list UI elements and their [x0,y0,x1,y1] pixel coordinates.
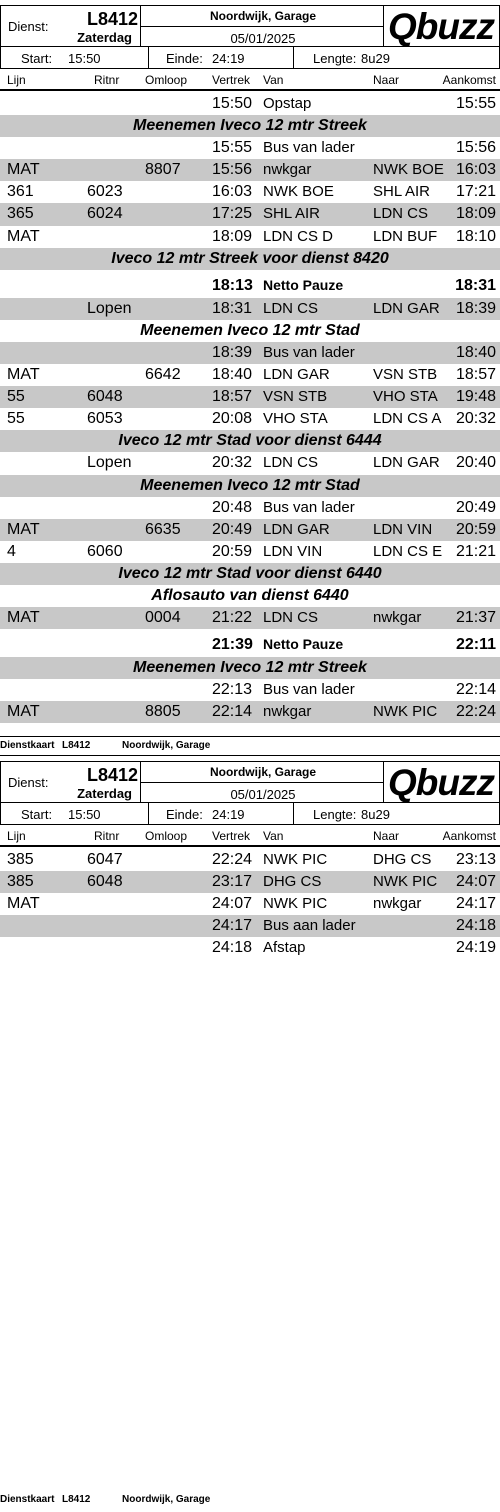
table-row [0,364,500,386]
cell-naar: LDN BUF [373,227,438,245]
footer-label: Dienstkaart [0,1494,55,1505]
cell-omloop: 6635 [145,520,181,538]
cell-van: NWK PIC [263,851,328,868]
logo-box [384,761,500,803]
cell-lijn: MAT [7,161,40,179]
logo-box [384,5,500,47]
footer-code: L8412 [62,740,91,751]
cell-van: Bus van lader [263,343,355,361]
cell-van: VHO STA [263,410,328,428]
table-row [0,159,500,181]
location: Noordwijk, Garage [209,9,317,23]
date: 05/01/2025 [230,31,296,46]
cell-aankomst: 18:10 [455,227,496,245]
section-title-row [0,320,500,342]
start-label: Start: [21,807,53,822]
col-vertrek: Vertrek [212,829,251,843]
pause-row [0,629,500,657]
qbuzz-logo: Qbuzz [388,762,494,803]
table-row [0,342,500,364]
cell-ritnr: 6024 [87,205,123,223]
cell-lijn: 385 [7,873,34,891]
cell-vertrek: 24:07 [212,895,253,913]
dienst-label: Dienst: [8,775,49,790]
cell-vertrek: 18:39 [212,343,253,361]
cell-naar: nwkgar [373,895,422,913]
cell-aankomst: 24:19 [455,939,496,957]
cell-vertrek: 18:57 [212,388,253,406]
cell-vertrek: 20:32 [212,454,253,472]
location: Noordwijk, Garage [209,765,317,779]
cell-van: LDN GAR [263,366,330,384]
cell-vertrek: 15:56 [212,161,253,179]
cell-ritnr: 6053 [87,410,123,428]
cell-lijn: MAT [7,227,40,245]
cell-van: Netto Pauze [263,276,344,293]
section-title-row [0,430,500,452]
cell-vertrek: 15:50 [212,95,253,112]
cell-naar: NWK BOE [373,161,444,179]
cell-van: VSN STB [263,388,328,406]
cell-vertrek: 16:03 [212,183,253,201]
cell-ritnr: 6023 [87,183,123,201]
dienst-code: L8412 [86,765,138,785]
table-row [0,408,500,430]
table-row [0,871,500,893]
start-end-bar [0,803,500,825]
cell-lijn: 55 [7,410,25,428]
section-title-row [0,585,500,607]
dienst-code: L8412 [86,9,138,29]
dienst-day: Zaterdag [77,30,132,45]
table-row [0,607,500,629]
col-lijn: Lijn [7,829,26,843]
table-row [0,679,500,701]
cell-van: LDN CS [263,609,319,627]
cell-naar: LDN VIN [373,520,433,538]
end-value: 24:19 [212,51,245,66]
table-row [0,386,500,408]
footer-label: Dienstkaart [0,740,55,751]
pause-row [0,270,500,298]
schedule-rows [0,849,500,959]
cell-aankomst: 23:13 [455,851,496,868]
cell-naar: LDN CS [373,205,429,223]
cell-naar: LDN GAR [373,454,440,472]
cell-vertrek: 20:59 [212,542,253,560]
cell-aankomst: 18:39 [455,299,496,317]
table-row [0,497,500,519]
col-vertrek: Vertrek [212,73,251,87]
cell-naar: LDN CS E [373,542,443,560]
footer-location: Noordwijk, Garage [122,1494,211,1505]
cell-aankomst: 21:37 [455,609,496,627]
cell-van: LDN CS D [263,227,334,245]
cell-van: Bus van lader [263,139,355,157]
section-title-row [0,115,500,137]
cell-omloop: 8805 [145,703,181,721]
start-end-bar [0,47,500,69]
col-ritnr: Ritnr [94,829,120,843]
cell-lijn: 365 [7,205,34,223]
cell-aankomst: 22:14 [455,681,496,699]
table-row [0,519,500,541]
table-row [0,541,500,563]
dienst-label: Dienst: [8,19,49,34]
col-ritnr: Ritnr [94,73,120,87]
cell-vertrek: 18:09 [212,227,253,245]
cell-vertrek: 20:48 [212,498,253,516]
qbuzz-logo: Qbuzz [388,6,494,47]
cell-lijn: MAT [7,895,40,913]
cell-aankomst: 18:31 [455,276,496,294]
cell-vertrek: 15:55 [212,139,253,157]
dienst-box [0,761,140,803]
section-title-row [0,563,500,585]
col-naar: Naar [373,829,400,843]
cell-van: LDN VIN [263,542,323,560]
col-van: Van [263,829,284,843]
cell-van: SHL AIR [263,205,320,223]
cell-aankomst: 20:49 [455,498,496,516]
cell-vertrek: 22:24 [212,851,253,868]
cell-lijn: MAT [7,520,40,538]
cell-aankomst: 17:21 [455,183,496,201]
length-value: 8u29 [361,51,390,66]
cell-aankomst: 22:24 [455,703,496,721]
section-title-row [0,248,500,270]
cell-van: Afstap [263,939,306,957]
cell-vertrek: 20:08 [212,410,253,428]
cell-van: LDN GAR [263,520,330,538]
table-row [0,93,500,115]
table-row [0,701,500,723]
cell-ritnr: 6048 [87,388,123,406]
section-title: Iveco 12 mtr Stad voor dienst 6444 [118,432,382,450]
cell-aankomst: 18:40 [455,343,496,361]
cell-vertrek: 18:31 [212,299,253,317]
start-value: 15:50 [68,51,101,66]
cell-ritnr: Lopen [87,454,132,472]
cell-lijn: MAT [7,609,40,627]
col-omloop: Omloop [145,73,188,87]
page-1 [0,0,500,755]
cell-aankomst: 22:11 [455,636,496,654]
table-row [0,298,500,320]
table-row [0,452,500,474]
cell-aankomst: 18:57 [455,366,496,384]
cell-van: Opstap [263,95,312,112]
section-title: Iveco 12 mtr Streek voor dienst 8420 [111,249,389,267]
cell-lijn: 361 [7,183,34,201]
length-label: Lengte: [313,51,357,66]
header [0,5,500,47]
cell-aankomst: 20:40 [455,454,496,472]
end-label: Einde: [166,51,203,66]
table-row [0,849,500,871]
cell-lijn: MAT [7,703,40,721]
cell-vertrek: 23:17 [212,873,253,891]
table-row [0,937,500,959]
footer-code: L8412 [62,1494,91,1505]
section-title: Meenemen Iveco 12 mtr Streek [133,659,367,677]
section-title: Meenemen Iveco 12 mtr Stad [140,476,360,494]
cell-van: Bus van lader [263,498,355,516]
section-title-row [0,475,500,497]
cell-van: NWK PIC [263,895,328,913]
header [0,761,500,803]
date: 05/01/2025 [230,787,296,802]
section-title: Aflosauto van dienst 6440 [151,586,349,604]
cell-aankomst: 21:21 [455,542,496,560]
col-naar: Naar [373,73,400,87]
cell-aankomst: 24:07 [455,873,496,891]
col-van: Van [263,73,284,87]
cell-omloop: 6642 [145,366,181,384]
cell-aankomst: 19:48 [455,388,496,406]
cell-naar: VHO STA [373,388,438,406]
cell-aankomst: 24:18 [455,917,496,935]
cell-aankomst: 20:59 [455,520,496,538]
cell-naar: VSN STB [373,366,438,384]
cell-aankomst: 16:03 [455,161,496,179]
cell-lijn: MAT [7,366,40,384]
cell-naar: NWK PIC [373,703,438,721]
cell-naar: LDN CS A [373,410,442,428]
cell-vertrek: 18:40 [212,366,253,384]
col-aankomst: Aankomst [442,73,496,87]
dienst-day: Zaterdag [77,786,132,801]
cell-aankomst: 20:32 [455,410,496,428]
cell-naar: SHL AIR [373,183,430,201]
cell-van: nwkgar [263,703,312,721]
cell-lijn: 4 [7,542,16,560]
table-row [0,226,500,248]
cell-van: LDN CS [263,299,319,317]
cell-aankomst: 24:17 [455,895,496,913]
start-label: Start: [21,51,53,66]
schedule-rows [0,93,500,723]
dienst-box [0,5,140,47]
column-headers [0,71,500,91]
cell-vertrek: 22:13 [212,681,253,699]
table-row [0,893,500,915]
col-aankomst: Aankomst [442,829,496,843]
length-label: Lengte: [313,807,357,822]
cell-vertrek: 24:17 [212,917,253,935]
page-2 [0,755,500,1512]
cell-van: Bus aan lader [263,917,356,935]
cell-vertrek: 24:18 [212,939,253,957]
cell-vertrek: 18:13 [212,276,253,294]
cell-ritnr: Lopen [87,299,132,317]
cell-omloop: 8807 [145,161,181,179]
cell-naar: nwkgar [373,609,422,627]
cell-omloop: 0004 [145,609,181,627]
section-title: Meenemen Iveco 12 mtr Streek [133,117,367,135]
cell-van: NWK BOE [263,183,334,201]
end-label: Einde: [166,807,203,822]
cell-vertrek: 17:25 [212,205,253,223]
footer-location: Noordwijk, Garage [122,740,211,751]
end-value: 24:19 [212,807,245,822]
length-value: 8u29 [361,807,390,822]
table-row [0,181,500,203]
cell-vertrek: 22:14 [212,703,253,721]
col-lijn: Lijn [7,73,26,87]
cell-ritnr: 6047 [87,851,123,868]
cell-naar: DHG CS [373,851,432,868]
section-title: Iveco 12 mtr Stad voor dienst 6440 [118,564,382,582]
table-row [0,203,500,225]
cell-vertrek: 21:39 [212,636,253,654]
cell-van: Bus van lader [263,681,355,699]
cell-lijn: 385 [7,851,34,868]
section-title: Meenemen Iveco 12 mtr Stad [140,321,360,339]
cell-lijn: 55 [7,388,25,406]
table-row [0,137,500,159]
table-row [0,915,500,937]
cell-ritnr: 6060 [87,542,123,560]
cell-ritnr: 6048 [87,873,123,891]
start-value: 15:50 [68,807,101,822]
cell-naar: NWK PIC [373,873,438,891]
cell-aankomst: 18:09 [455,205,496,223]
column-headers [0,827,500,847]
cell-aankomst: 15:55 [455,95,496,112]
cell-vertrek: 20:49 [212,520,253,538]
cell-van: LDN CS [263,454,319,472]
col-omloop: Omloop [145,829,188,843]
cell-naar: LDN GAR [373,299,440,317]
cell-vertrek: 21:22 [212,609,253,627]
cell-aankomst: 15:56 [455,139,496,157]
section-title-row [0,657,500,679]
cell-van: nwkgar [263,161,312,179]
cell-van: Netto Pauze [263,636,344,653]
cell-van: DHG CS [263,873,322,891]
